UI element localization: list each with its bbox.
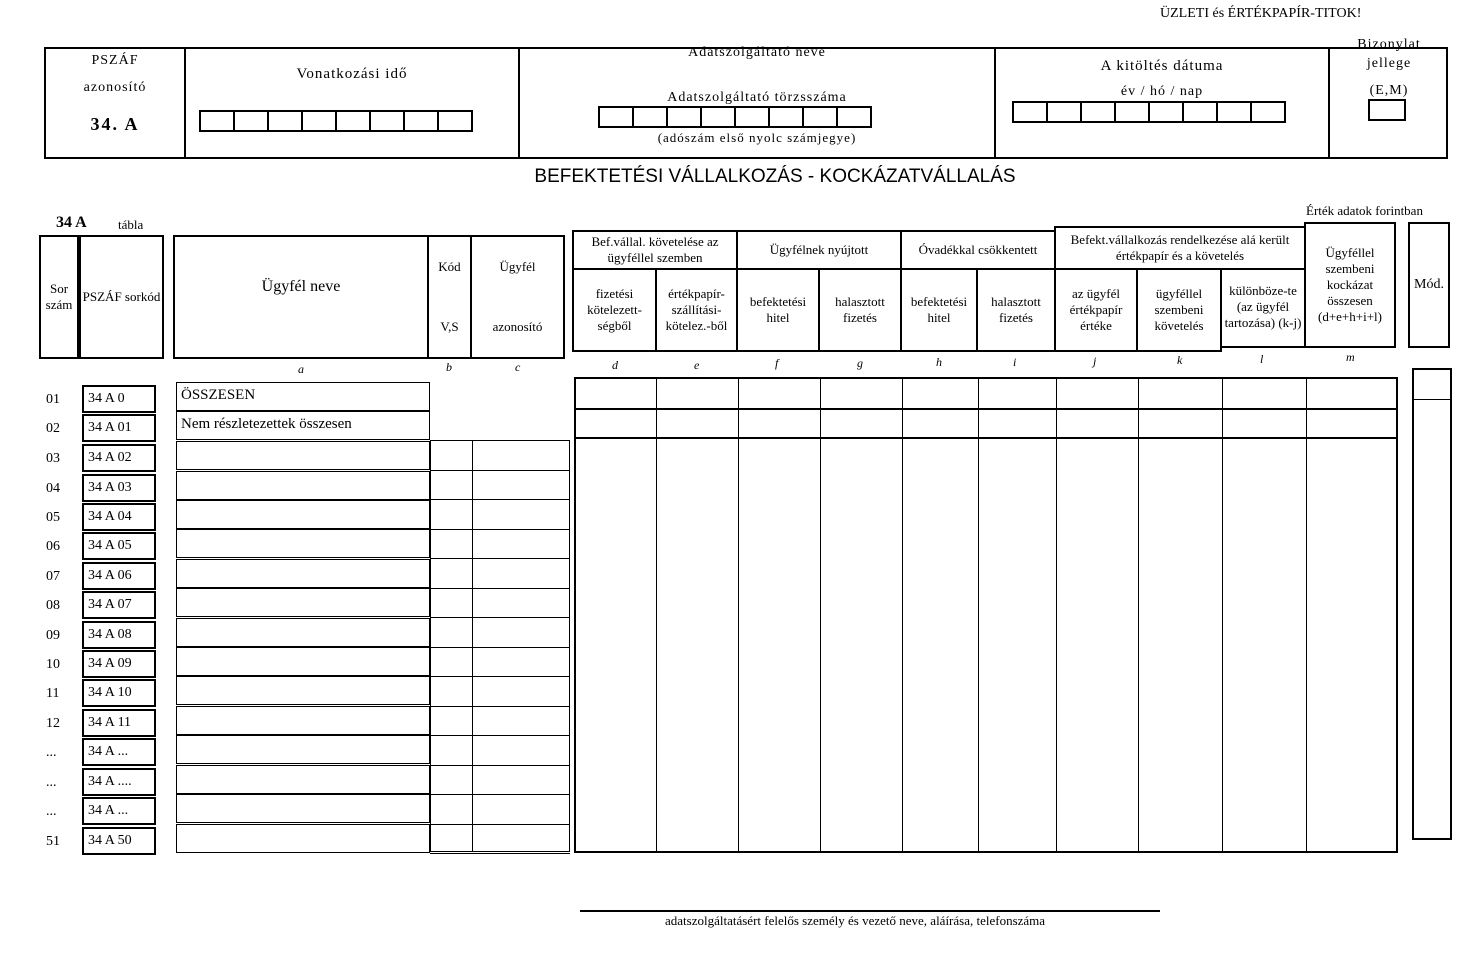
col-letter-g: g (857, 356, 863, 370)
mod-grid[interactable] (1412, 368, 1452, 840)
table-label: 34 A (56, 214, 87, 231)
col-letter-l: l (1260, 352, 1264, 366)
col-group-def: Bef.vállal. követelése az ügyféllel szemben (572, 230, 738, 270)
row-pszaf-code: 34 A 0 (82, 385, 156, 413)
signature-line-label: adatszolgáltatásért felelős személy és vezető neve, aláírása, telefonszáma (665, 913, 1046, 928)
form-title: BEFEKTETÉSI VÁLLALKOZÁS - KOCKÁZATVÁLLALÁS (534, 166, 1016, 187)
row-client-name[interactable] (176, 647, 430, 676)
col-letter-j: j (1093, 354, 1097, 368)
grid-col-line (820, 377, 821, 853)
col-header-code: Kód V,S (427, 235, 472, 359)
col-header-mod: Mód. (1408, 222, 1450, 348)
col-header-e: értékpapír-szállítási-kötelez.-ből (655, 268, 738, 352)
grid-col-line (1056, 377, 1057, 853)
row-pszaf-code: 34 A 08 (82, 621, 156, 649)
grid-col-line (902, 377, 903, 853)
row-number: 07 (46, 569, 60, 584)
reference-period-label: Vonatkozási idő (296, 66, 408, 82)
row-client-name[interactable] (176, 735, 430, 764)
row-number: ... (46, 804, 57, 819)
col-header-m: Ügyféllel szembeni kockázat összesen (d+e+h+i+l) (1304, 222, 1396, 348)
row-pszaf-code: 34 A 05 (82, 532, 156, 560)
col-letter-d: d (612, 358, 618, 372)
row-client-name[interactable] (176, 529, 430, 558)
col-header-k: ügyféllel szembeni követelés (1136, 268, 1222, 352)
pszaf-code: 34. A (90, 114, 140, 134)
grid-col-line (656, 377, 657, 853)
value-grid[interactable] (574, 377, 1398, 853)
row-number: 10 (46, 657, 60, 672)
provider-id-label: Adatszolgáltató törzsszáma (667, 90, 847, 105)
doc-type-label-2: jellege (1366, 56, 1412, 71)
col-letter-a: a (298, 362, 304, 376)
col-header-f: befektetési hitel (736, 268, 820, 352)
row-pszaf-code: 34 A 03 (82, 474, 156, 502)
row-client-name[interactable] (176, 559, 430, 588)
provider-id-input[interactable] (598, 106, 870, 128)
row-client-name[interactable] (176, 676, 430, 705)
col-header-i: halasztott fizetés (976, 268, 1056, 352)
value-unit-note: Érték adatok forintban (1306, 203, 1423, 218)
doc-type-options: (E,M) (1369, 83, 1409, 98)
doc-type-label: Bizonylat (1357, 37, 1421, 52)
grid-col-line (978, 377, 979, 853)
row-client-name[interactable] (176, 765, 430, 794)
row-pszaf-code: 34 A 01 (82, 414, 156, 442)
col-header-client-id: Ügyfél azonosító (470, 235, 565, 359)
grid-row-line (574, 437, 1398, 439)
row-client-name[interactable]: Nem részletezettek összesen (176, 411, 430, 440)
col-header-d: fizetési kötelezett-ségből (572, 268, 657, 352)
col-header-row-number: Sor szám (39, 235, 79, 359)
row-number: ... (46, 745, 57, 760)
col-letter-i: i (1013, 355, 1017, 369)
col-header-l: különböze-te (az ügyfél tartozása) (k-j) (1220, 268, 1306, 348)
col-header-pszaf-code: PSZÁF sorkód (79, 235, 164, 359)
row-pszaf-code: 34 A 02 (82, 444, 156, 472)
fill-date-label: A kitöltés dátuma (1100, 58, 1224, 74)
row-number: 08 (46, 598, 60, 613)
row-client-name[interactable] (176, 500, 430, 529)
col-group-fg: Ügyfélnek nyújtott (736, 230, 902, 270)
col-header-client-name: Ügyfél neve (173, 235, 429, 359)
grid-col-line (738, 377, 739, 853)
grid-col-line (1306, 377, 1307, 853)
col-letter-b: b (446, 360, 452, 374)
date-format-label: év / hó / nap (1120, 84, 1204, 99)
row-number: ... (46, 775, 57, 790)
col-letter-k: k (1177, 353, 1183, 367)
row-number: 05 (46, 510, 60, 525)
row-number: 03 (46, 451, 60, 466)
col-letter-e: e (694, 358, 700, 372)
row-pszaf-code: 34 A ... (82, 797, 156, 825)
row-client-name[interactable] (176, 706, 430, 735)
row-number: 06 (46, 539, 60, 554)
row-pszaf-code: 34 A 07 (82, 591, 156, 619)
pszaf-label: PSZÁF (91, 53, 139, 68)
row-number: 12 (46, 716, 60, 731)
col-header-h: befektetési hitel (900, 268, 978, 352)
col-letter-c: c (515, 360, 521, 374)
grid-col-line (1138, 377, 1139, 853)
row-pszaf-code: 34 A 11 (82, 709, 156, 737)
row-number: 04 (46, 481, 60, 496)
provider-name-label: Adatszolgáltató neve (688, 45, 826, 60)
row-number: 51 (46, 834, 60, 849)
mod-row-line (1412, 399, 1452, 400)
tax-number-note: (adószám első nyolc számjegye) (657, 130, 857, 145)
col-letter-f: f (775, 356, 779, 370)
row-number: 01 (46, 392, 60, 407)
pszaf-label-2: azonosító (83, 80, 147, 95)
row-pszaf-code: 34 A 10 (82, 679, 156, 707)
row-client-name[interactable] (176, 824, 430, 853)
confidential-notice: ÜZLETI és ÉRTÉKPAPÍR-TITOK! (1160, 6, 1362, 21)
row-pszaf-code: 34 A 50 (82, 827, 156, 855)
col-letter-h: h (936, 355, 942, 369)
row-client-name[interactable] (176, 588, 430, 617)
col-header-g: halasztott fizetés (818, 268, 902, 352)
col-group-jk: Befekt.vállalkozás rendelkezése alá került értékpapír és a követelés (1054, 226, 1306, 270)
col-header-j: az ügyfél értékpapír értéke (1054, 268, 1138, 352)
row-pszaf-code: 34 A ... (82, 738, 156, 766)
col-letter-m: m (1346, 350, 1355, 364)
row-client-name[interactable] (176, 618, 430, 647)
grid-row-line (574, 408, 1398, 410)
reference-period-input[interactable] (199, 110, 471, 132)
grid-col-line (1222, 377, 1223, 853)
row-pszaf-code: 34 A .... (82, 768, 156, 796)
table-word: tábla (118, 217, 144, 232)
col-group-hi: Óvadékkal csökkentett (900, 230, 1056, 270)
row-client-name[interactable] (176, 794, 430, 823)
code-row-line (430, 853, 570, 854)
row-client-name[interactable] (176, 441, 430, 470)
row-number: 09 (46, 628, 60, 643)
doc-type-input[interactable] (1368, 99, 1406, 121)
fill-date-input[interactable] (1012, 101, 1284, 123)
row-number: 11 (46, 686, 60, 701)
row-pszaf-code: 34 A 06 (82, 562, 156, 590)
row-client-name[interactable] (176, 471, 430, 500)
code-client-grid[interactable] (430, 440, 570, 852)
row-client-name[interactable]: ÖSSZESEN (176, 382, 430, 411)
row-number: 02 (46, 421, 60, 436)
row-pszaf-code: 34 A 09 (82, 650, 156, 678)
row-pszaf-code: 34 A 04 (82, 503, 156, 531)
